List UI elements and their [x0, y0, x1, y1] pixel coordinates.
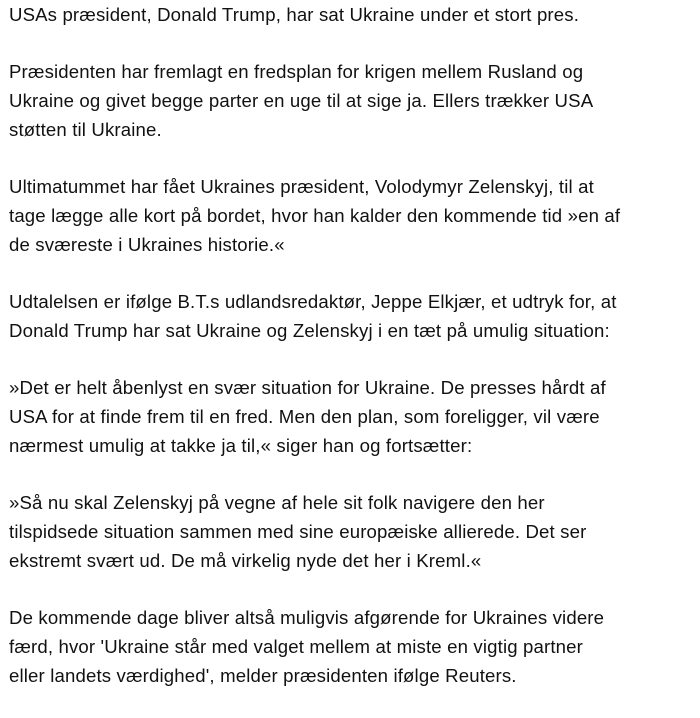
paragraph-line: nærmest umulig at takke ja til,« siger han og fortsætter:: [9, 435, 473, 456]
paragraph-1: [9, 0, 695, 29]
paragraph-line: »Så nu skal Zelenskyj på vegne af hele sit folk navigere den her: [9, 492, 545, 513]
paragraph-line: eller landets værdighed', melder præsidenten ifølge Reuters.: [9, 665, 517, 686]
paragraph-7: [9, 603, 695, 690]
paragraph-line: de sværeste i Ukraines historie.«: [9, 234, 285, 255]
paragraph-line: tage lægge alle kort på bordet, hvor han kalder den kommende tid »en af: [9, 205, 621, 226]
paragraph-line: Udtalelsen er ifølge B.T.s udlandsredaktør, Jeppe Elkjær, et udtryk for, at: [9, 291, 617, 312]
paragraph-line: tilspidsede situation sammen med sine europæiske allierede. Det ser: [9, 521, 587, 542]
paragraph-6: [9, 488, 695, 575]
article-body: [9, 0, 695, 718]
paragraph-line: Ultimatummet har fået Ukraines præsident, Volodymyr Zelenskyj, til at: [9, 176, 594, 197]
paragraph-5: [9, 373, 695, 460]
paragraph-line: Donald Trump har sat Ukraine og Zelenskyj i en tæt på umulig situation:: [9, 320, 610, 341]
paragraph-line: USA for at finde frem til en fred. Men den plan, som foreligger, vil være: [9, 406, 600, 427]
paragraph-line: ekstremt svært ud. De må virkelig nyde det her i Kreml.«: [9, 550, 482, 571]
paragraph-line: støtten til Ukraine.: [9, 119, 162, 140]
paragraph-2: [9, 57, 695, 144]
paragraph-line: færd, hvor 'Ukraine står med valget mellem at miste en vigtig partner: [9, 636, 583, 657]
paragraph-line: De kommende dage bliver altså muligvis afgørende for Ukraines videre: [9, 607, 605, 628]
paragraph-line: USAs præsident, Donald Trump, har sat Ukraine under et stort pres.: [9, 4, 580, 25]
paragraph-4: [9, 287, 695, 345]
paragraph-3: [9, 172, 695, 259]
paragraph-line: »Det er helt åbenlyst en svær situation for Ukraine. De presses hårdt af: [9, 377, 606, 398]
paragraph-line: Præsidenten har fremlagt en fredsplan for krigen mellem Rusland og: [9, 61, 584, 82]
paragraph-line: Ukraine og givet begge parter en uge til at sige ja. Ellers trækker USA: [9, 90, 594, 111]
